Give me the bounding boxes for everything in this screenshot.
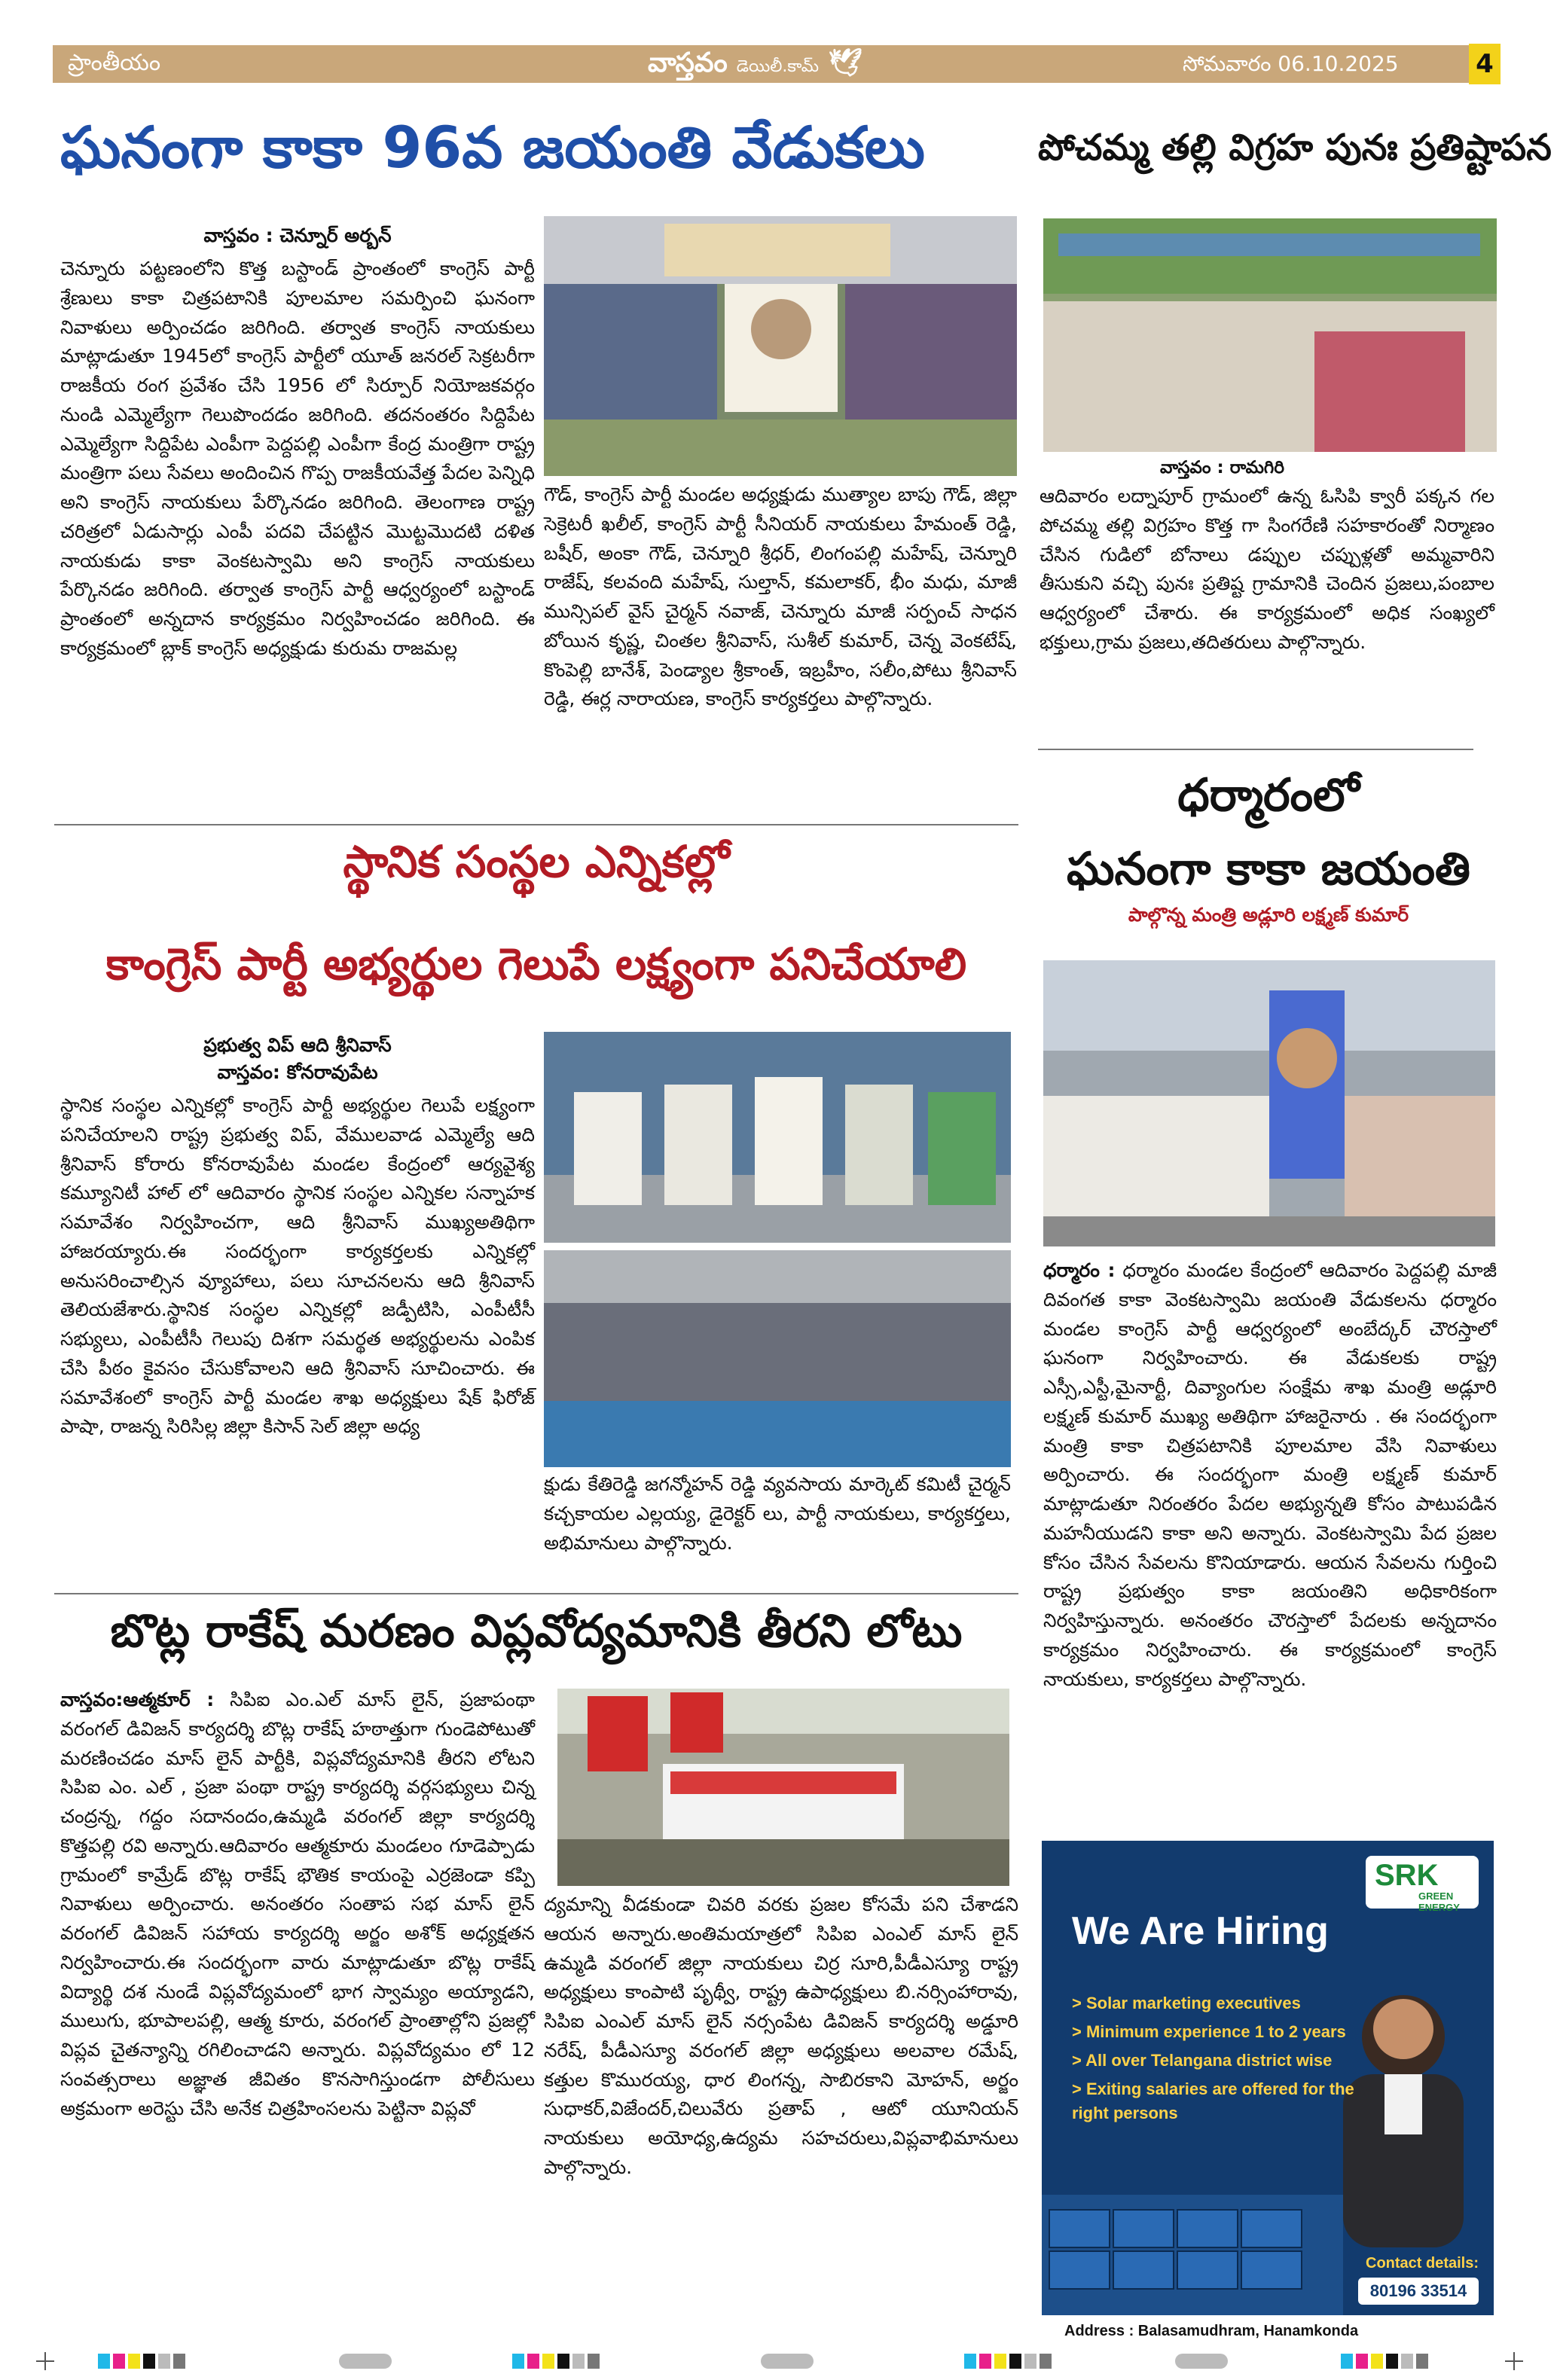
story1-dateline: వాస్తవం : చెన్నూర్ అర్బన్ [203,224,392,246]
story4-headline-line1: ధర్మారంలో [1177,769,1360,822]
story5-body-col1: సిపిఐ ఎం.ఎల్ మాస్ లైన్, ప్రజాపంథా వరంగల్ డివిజన్ కార్యదర్శి బొట్ల రాకేష్ హఠాత్తుగా గుండెపోటుతో మరణించడం మాస్ లైన్ పార్టీకి, విప్లవోద్యమానికి తీరని లోటని సిపిఐ ఎం. ఎల్ , ప్రజా పంథా రాష్ట్ర కార్యదర్శి వర్గసభ్యులు చిన్న చంద్రన్న, గద్దం సదానందం,ఉమ్మడి వరంగల్ జిల్లా కార్యదర్శి కొత్తపల్లి రవి అన్నారు.ఆదివారం ఆత్మకూరు మండలం గూడెప్పాడు గ్రామంలో కామ్రేడ్ బొట్ల రాకేష్ భౌతిక కాయంపై ఎర్రజెండా కప్పి నివాళులు అర్పించారు. అనంతరం సంతాప సభ మాస్ లైన్ వరంగల్ డివిజన్ సహాయ కార్యదర్శి అర్జం అశోక్ అధ్యక్షతన నిర్వహించారు.ఈ సందర్భంగా వారు మాట్లాడుతూ బొట్ల రాకేష్ విద్యార్థి దశ నుండే విప్లవోద్యమంలో భాగ స్వామ్యం అయ్యాడని, ములుగు, భూపాలపల్లి, ఆత్మ కూరు, వరంగల్ ప్రాంతాల్లోని ప్రజల్లో విప్లవ చైతన్యాన్ని రగిలించాడని అన్నారు. విప్లవోద్యమం లో 12 సంవత్సరాలు అజ్ఞాత జీవితం కొనసాగిస్తుండగా పోలీసులు అక్రమంగా అరెస్టు చేసి అనేక చిత్రహింసలను పెట్టినా విప్లవో [60,1689,535,2119]
story4-headline-line2: ఘనంగా కాకా జయంతి [1067,843,1470,896]
story3-headline-line2: కాంగ్రెస్ పార్టీ అభ్యర్థుల గెలుపే లక్ష్యంగా పనిచేయాలి [105,938,967,990]
ad-bullet: > Minimum experience 1 to 2 years [1072,2021,1346,2041]
crosshair-icon [36,2352,54,2370]
logo-sub: GREEN ENERGY [1418,1890,1460,1913]
story1-body-col1: చెన్నూరు పట్టణంలోని కొత్త బస్టాండ్ ప్రాంతంలో కాంగ్రెస్ పార్టీ శ్రేణులు కాకా చిత్రపటానికి పూలమాల సమర్పించి ఘనంగా నివాళులు అర్పించడం జరిగింది. తర్వాత కాంగ్రెస్ నాయకులు మాట్లాడుతూ 1945లో కాంగ్రెస్ పార్టీలో యూత్ జనరల్ సెక్రటరీగా రాజకీయ రంగ ప్రవేశం చేసి 1956 లో సిర్పూర్ నియోజకవర్గం నుండి ఎమ్మెల్యేగా గెలుపొందడం జరిగింది. తదనంతరం సిద్దిపేట ఎమ్మెల్యేగా సిద్దిపేట ఎంపీగా పెద్దపల్లి ఎంపీగా కేంద్ర మంత్రిగా రాష్ట్ర మంత్రిగా పలు సేవలు అందించిన గొప్ప రాజకీయవేత్త పేదల పెన్నిధి అని కాంగ్రెస్ నాయకులు పేర్కొనడం జరిగింది. తెలంగాణ రాష్ట్ర చరిత్రలో ఏడుసార్లు ఎంపీ పదవి చేపట్టిన మొట్టమొదటి దళిత నాయకుడు కాకా వెంకటస్వామి అని కాంగ్రెస్ నాయకులు పేర్కొనడం జరిగింది. తర్వాత కాంగ్రెస్ పార్టీ ఆధ్వర్యంలో బస్టాండ్ ప్రాంతంలో అన్నదాన కార్యక్రమం నిర్వహించడం జరిగింది. ఈ కార్యక్రమంలో బ్లాక్ కాంగ్రెస్ అధ్యక్షుడు కురుమ రాజమల్ల [60,258,535,659]
story1-col1 [60,224,535,827]
story4-body-text: ధర్మారం మండల కేంద్రంలో ఆదివారం పెద్దపల్లి మాజీ దివంగత కాకా వెంకటస్వామి జయంతి వేడుకలను ధర్మారం మండల కాంగ్రెస్ పార్టీ ఆధ్వర్యంలో అంబేద్కర్ చౌరస్తాలో ఘనంగా నిర్వహించారు. ఈ వేడుకలకు రాష్ట్ర ఎస్సీ,ఎస్టీ,మైనార్టీ, దివ్యాంగుల సంక్షేమ శాఖ మంత్రి అడ్లూరి లక్ష్మణ్ కుమార్ ముఖ్య అతిథిగా హాజరైనారు . ఈ సందర్భంగా మంత్రి కాకా చిత్రపటానికి పూలమాల వేసి నివాళులు అర్పించారు. ఈ సందర్భంగా మంత్రి లక్ష్మణ్ కుమార్ మాట్లాడుతూ నిరంతరం పేదల అభ్యున్నతి కోసం పాటుపడిన మహనీయుడని కాకా అని అన్నారు. వెంకటస్వామి పేద ప్రజల కోసం చేసిన సేవలను కొనియాడారు. ఆయన సేవలను గుర్తించి రాష్ట్ర ప్రభుత్వం కాకా జయంతిని అధికారికంగా నిర్వహిస్తున్నారు. అనంతరం చౌరస్తాలో పేదలకు అన్నదానం కార్యక్రమం నిర్వహించారు. ఈ కార్యక్రమంలో కాంగ్రెస్ నాయకులు, కార్యకర్తలు పాల్గొన్నారు. [1043,1259,1497,1690]
brand-sub: డెయిలీ.కామ్ [736,57,819,76]
masthead [53,45,1499,83]
story4-photo [1043,960,1495,1246]
dove-icon: 🕊 [828,47,863,78]
story3-col1 [60,1034,535,1619]
story1-headline: ఘనంగా కాకా 96వ జయంతి వేడుకలు [60,114,925,181]
story1-photo [544,216,1017,476]
divider [54,824,1018,825]
hiring-advertisement [1042,1841,1494,2347]
story3-body-col1: స్థానిక సంస్థల ఎన్నికల్లో కాంగ్రెస్ పార్టీ అభ్యర్థుల గెలుపే లక్ష్యంగా పనిచేయాలని రాష్ట్ర ప్రభుత్వ విప్, వేములవాడ ఎమ్మెల్యే ఆది శ్రీనివాస్ కోరారు కోనరావుపేట మండల కేంద్రంలో ఆర్యవైశ్య కమ్యూనిటీ హాల్ లో ఆదివారం స్థానిక సంస్థల ఎన్నికల సన్నాహక సమావేశం నిర్వహించగా, ఆది శ్రీనివాస్ ముఖ్యఅతిథిగా హాజరయ్యారు.ఈ సందర్భంగా కార్యకర్తలకు ఎన్నికల్లో అనుసరించాల్సిన వ్యూహాలు, పలు సూచనలను ఆది శ్రీనివాస్ తెలియజేశారు.స్థానిక సంస్థల ఎన్నికల్లో జడ్పీటిసి, ఎంపీటీసీ సభ్యులు, ఎంపీటీసీ గెలుపు దిశగా సమర్థత అభ్యర్థులను ఎంపిక చేసి పీఠం కైవసం చేసుకోవాలని ఆది శ్రీనివాస్ సూచించారు. ఈ సమావేశంలో కాంగ్రెస్ పార్టీ మండల శాఖ అధ్యక్షులు షేక్ ఫిరోజ్ పాషా, రాజన్న సిరిసిల్ల జిల్లా కిసాన్ సెల్ జిల్లా అధ్య [60,1094,535,1438]
logo-text: SRK [1375,1859,1439,1892]
ad-bullets [1072,1991,1358,2129]
newspaper-brand [648,47,862,85]
issue-date: సోమవారం 06.10.2025 [1183,51,1399,76]
divider [54,1593,1018,1594]
srk-logo [1366,1856,1479,1913]
story4-dateline: ధర్మారం : [1043,1259,1116,1281]
divider [1038,749,1473,750]
section-label: ప్రాంతీయం [68,50,161,76]
story5-col1 [60,1686,535,2288]
print-registration-bar [0,2346,1557,2376]
ad-bullet: > Solar marketing executives [1072,1994,1301,2012]
story3-body-col2: క్షుడు కేతిరెడ్డి జగన్మోహన్ రెడ్డి వ్యవసాయ మార్కెట్ కమిటీ చైర్మన్ కచ్చకాయల ఎల్లయ్య, డైరెక్టర్ లు, పార్టీ నాయకులు, కార్యకర్తలు, అభిమానులు పాల్గొన్నారు. [544,1473,1011,1554]
story3-dateline: వాస్తవం: కోనరావుపేట [217,1061,378,1083]
ad-contact-label: Contact details: [1366,2255,1479,2272]
brand-name: వాస్తవం [648,47,728,78]
story5-photo [557,1689,1009,1886]
color-swatches [98,2354,185,2369]
story5-headline: బొట్ల రాకేష్ మరణం విప్లవోద్యమానికి తీరని లోటు [110,1605,963,1658]
story2-photo [1043,218,1497,452]
page-number: 4 [1469,44,1501,84]
story4-subhead: పాల్గొన్న మంత్రి అడ్లూరి లక్ష్మణ్ కుమార్ [1128,904,1409,926]
story2-dateline: వాస్తవం : రామగిరి [1160,458,1284,478]
story3-photo-1 [544,1032,1011,1243]
ad-bullet: > Exiting salaries are offered for the right persons [1072,2079,1354,2122]
ad-headline: We Are Hiring [1072,1909,1329,1953]
story5-body-col2: ద్యమాన్ని వీడకుండా చివరి వరకు ప్రజల కోసమే పని చేశాడని ఆయన అన్నారు.అంతిమయాత్రలో సిపిఐ ఎంఎల్ మాస్ లైన్ ఉమ్మడి వరంగల్ జిల్లా నాయకులు చిర్ర సూరి,పీడీఎస్యూ రాష్ట్ర అధ్యక్షులు కాంపాటి పృథ్వీ, రాష్ట్ర ఉపాధ్యక్షులు బి.నర్సింహారావు, సిపిఐ ఎంఎల్ మాస్ లైన్ నర్సంపేట డివిజన్ కార్యదర్శి అడ్డూరి నరేష్, పీడీఎస్యూ వరంగల్ జిల్లా అధ్యక్షులు అలవాల రమేష్, కత్తుల కొమురయ్య, ధార లింగన్న, సాబిరకాని మోహన్, అర్జం సుధాకర్,విజేందర్,చిలువేరు ప్రతాప్ , ఆటో యూనియన్ నాయకులు అయోధ్య,ఉద్యమ సహచరులు,విప్లవాభిమానులు పాల్గొన్నారు. [544,1893,1018,2178]
story1-body-col2: గౌడ్, కాంగ్రెస్ పార్టీ మండల అధ్యక్షుడు ముత్యాల బాపు గౌడ్, జిల్లా సెక్రెటరీ ఖలీల్, కాంగ్రెస్ పార్టీ సీనియర్ నాయకులు హేమంత్ రెడ్డి, బషీర్, అంకా గౌడ్, చెన్నూరి శ్రీధర్, లింగంపల్లి మహేష్, చెన్నూరి రాజేష్, కలవంది మహేష్, సుల్తాన్, కమలాకర్, భీం మధు, మాజీ మున్సిపల్ వైస్ చైర్మన్ నవాజ్, చెన్నూరు మాజీ సర్పంచ్ సాధన బోయిన కృష్ణ, చింతల శ్రీనివాస్, సుశీల్ కుమార్, చెన్న వెంకటేష్, కొంపెల్లి బానేశ్, పెండ్యాల శ్రీకాంత్, ఇబ్రహీం, సలీం,పోటు శ్రీనివాస్ రెడ్డి, ఈర్ల నారాయణ, కాంగ్రెస్ కార్యకర్తలు పాల్గొన్నారు. [544,484,1017,710]
story3-photo-2 [544,1250,1011,1467]
ad-bullet: > All over Telangana district wise [1072,2050,1333,2070]
story2-body: ఆదివారం లద్నాపూర్ గ్రామంలో ఉన్న ఓసిపి క్వారీ పక్కన గల పోచమ్మ తల్లి విగ్రహం కొత్త గా సింగరేణి సహకారంతో నిర్మాణం చేసిన గుడిలో బోనాలు డప్పుల చప్పుళ్లతో అమ్మవారిని తీసుకుని వచ్చి పునః ప్రతిష్ట గ్రామానికి చెందిన ప్రజలు,పంబాల ఆధ్వర్యంలో చేశారు. ఈ కార్యక్రమంలో అధిక సంఖ్యలో భక్తులు,గ్రామ ప్రజలు,తదితరులు పాల్గొన్నారు. [1040,485,1494,653]
crosshair-icon [1505,2352,1523,2370]
story2-headline: పోచమ్మ తల్లి విగ్రహ పునః ప్రతిష్టాపన [1038,127,1552,169]
ad-phone: 80196 33514 [1358,2278,1479,2305]
story4-body [1043,1256,1497,1814]
story5-dateline: వాస్తవం:ఆత్మకూర్ : [60,1689,215,1710]
ad-address: Address : Balasamudhram, Hanamkonda [1042,2315,1494,2347]
story3-headline-line1: స్థానిక సంస్థల ఎన్నికల్లో [343,836,730,887]
story3-byline: ప్రభుత్వ విప్ ఆది శ్రీనివాస్ [203,1034,392,1056]
